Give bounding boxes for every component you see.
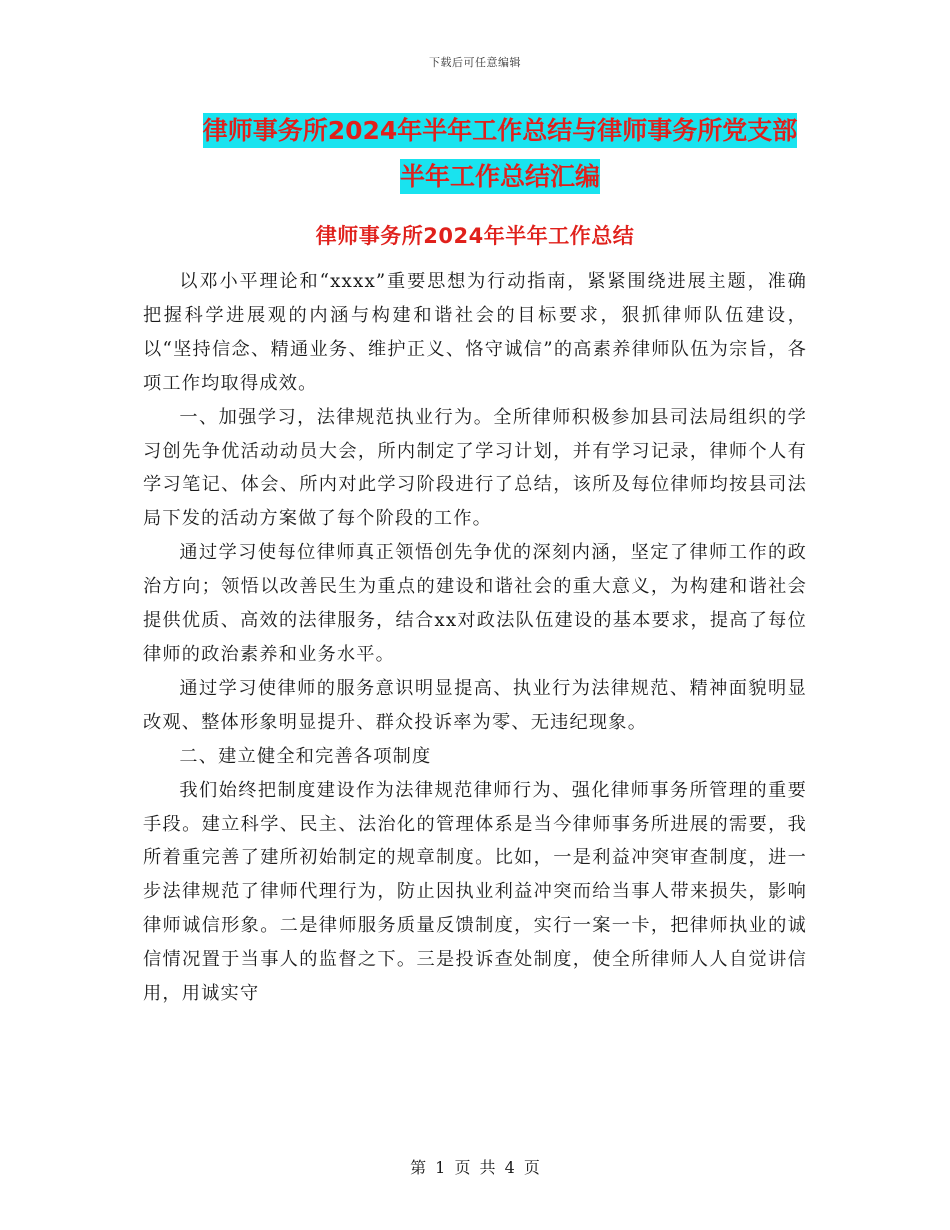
- paragraph: 二、建立健全和完善各项制度: [179, 745, 432, 767]
- paragraph: 通过学习使律师的服务意识明显提高、执业行为法律规范、精神面貌明显改观、整体形象明显提升、群众投诉率为零、无违纪现象。: [143, 677, 807, 733]
- document-title: [140, 108, 860, 200]
- title-line-1: 律师事务所2024年半年工作总结与律师事务所党支部: [203, 113, 798, 148]
- paragraph: 通过学习使每位律师真正领悟创先争优的深刻内涵，坚定了律师工作的政治方向；领悟以改善民生为重点的建设和谐社会的重大意义，为构建和谐社会提供优质、高效的法律服务，结合xx对政法队伍建设的基本要求，提高了每位律师的政治素养和业务水平。: [143, 542, 807, 665]
- page-footer: 第 1 页 共 4 页: [410, 1158, 540, 1177]
- section-title: 律师事务所2024年半年工作总结: [315, 224, 635, 248]
- title-line-2: 半年工作总结汇编: [400, 159, 600, 194]
- header-note: 下载后可任意编辑: [429, 56, 521, 69]
- paragraph: 一、加强学习，法律规范执业行为。全所律师积极参加县司法局组织的学习创先争优活动动员大会，所内制定了学习计划，并有学习记录，律师个人有学习笔记、体会、所内对此学习阶段进行了总结，该所及每位律师均按县司法局下发的活动方案做了每个阶段的工作。: [143, 406, 807, 530]
- paragraph: 以邓小平理论和“xxxx”重要思想为行动指南，紧紧围绕进展主题，准确把握科学进展观的内涵与构建和谐社会的目标要求，狠抓律师队伍建设，以“坚持信念、精通业务、维护正义、恪守诚信”的高素养律师队伍为宗旨，各项工作均取得成效。: [143, 271, 807, 394]
- paragraph: 我们始终把制度建设作为法律规范律师行为、强化律师事务所管理的重要手段。建立科学、民主、法治化的管理体系是当今律师事务所进展的需要，我所着重完善了建所初始制定的规章制度。比如，一是利益冲突审查制度，进一步法律规范了律师代理行为，防止因执业利益冲突而给当事人带来损失，影响律师诚信形象。二是律师服务质量反馈制度，实行一案一卡，把律师执业的诚信情况置于当事人的监督之下。三是投诉查处制度，使全所律师人人自觉讲信用，用诚实守: [143, 779, 807, 1005]
- body-text: [143, 265, 807, 1011]
